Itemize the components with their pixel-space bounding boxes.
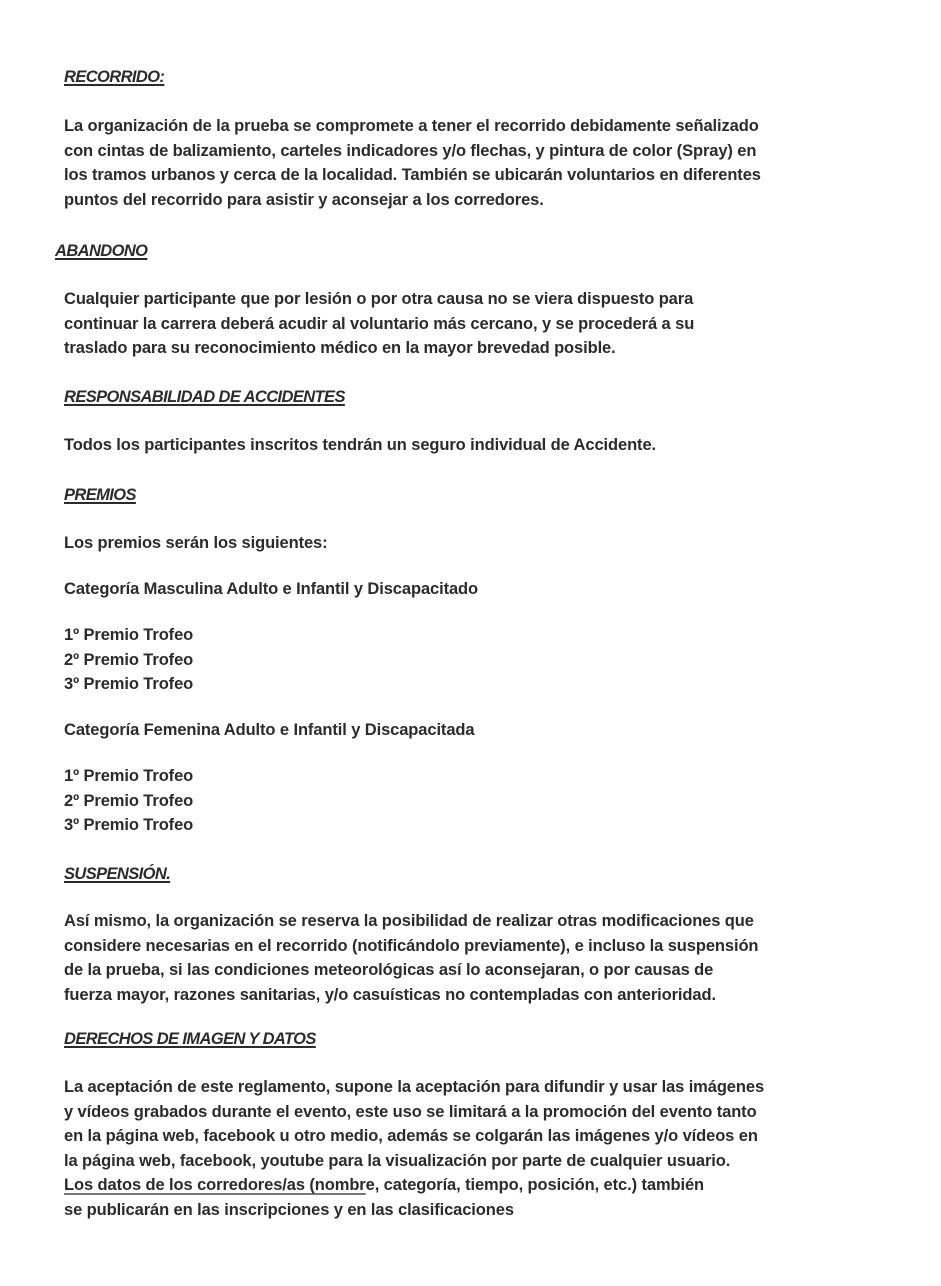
category-title-masculina: Categoría Masculina Adulto e Infantil y Discapacitado (64, 580, 479, 598)
category-title-femenina: Categoría Femenina Adulto e Infantil y Discapacitada (64, 721, 475, 739)
paragraph-derechos (64, 1075, 764, 1222)
text-line: Cualquier participante que por lesión o por otra causa no se viera dispuesto para (64, 290, 694, 308)
heading-abandono: ABANDONO (55, 242, 148, 260)
prize-list-femenina (64, 764, 193, 838)
premios-intro: Los premios serán los siguientes: (64, 534, 328, 552)
text-line: continuar la carrera deberá acudir al voluntario más cercano, y se procederá a su (64, 314, 695, 333)
heading-premios: PREMIOS (64, 486, 136, 504)
text-line: puntos del recorrido para asistir y aconsejar a los corredores. (64, 190, 544, 209)
heading-responsabilidad: RESPONSABILIDAD DE ACCIDENTES (64, 388, 345, 406)
paragraph-suspension (64, 909, 758, 1007)
paragraph-abandono (64, 287, 694, 361)
heading-suspension: SUSPENSIÓN. (64, 865, 171, 883)
text-line: Así mismo, la organización se reserva la posibilidad de realizar otras modificaciones que (64, 912, 754, 930)
text-line: La aceptación de este reglamento, supone la aceptación para difundir y usar las imágenes (64, 1078, 765, 1096)
heading-recorrido: RECORRIDO: (64, 68, 165, 86)
prize-item: 2º Premio Trofeo (64, 791, 194, 810)
prize-item: 2º Premio Trofeo (64, 650, 194, 669)
text-line: La organización de la prueba se compromete a tener el recorrido debidamente señalizado (64, 117, 759, 135)
text-line: los tramos urbanos y cerca de la localidad. También se ubicarán voluntarios en diferentes (64, 166, 761, 184)
paragraph-recorrido (64, 114, 761, 212)
prize-item: 3º Premio Trofeo (64, 816, 194, 834)
text-line: considere necesarias en el recorrido (notificándolo previamente), e incluso la suspensión (64, 936, 759, 955)
text-line: la página web, facebook, youtube para la visualización por parte de cualquier usuario. (64, 1151, 731, 1170)
prize-item: 1º Premio Trofeo (64, 767, 194, 785)
text-line: de la prueba, si las condiciones meteorológicas así lo aconsejaran, o por causas de (64, 961, 714, 979)
text-line (64, 1173, 764, 1198)
prize-list-masculina (64, 623, 193, 697)
heading-derechos: DERECHOS DE IMAGEN Y DATOS (64, 1030, 316, 1048)
text-line: traslado para su reconocimiento médico en la mayor brevedad posible. (64, 339, 616, 357)
text-line: y vídeos grabados durante el evento, este uso se limitará a la promoción del evento tanto (64, 1102, 757, 1121)
text-line: con cintas de balizamiento, carteles indicadores y/o flechas, y pintura de color (Spray) en (64, 141, 757, 160)
text-line: fuerza mayor, razones sanitarias, y/o casuísticas no contempladas con anterioridad. (64, 985, 716, 1004)
text-line: Todos los participantes inscritos tendrán un seguro individual de Accidente. (64, 436, 657, 454)
underlined-text: Los datos de los corredores/as (nombr (64, 1176, 366, 1194)
prize-item: 1º Premio Trofeo (64, 626, 194, 644)
paragraph-responsabilidad (64, 433, 656, 458)
text-line: se publicarán en las inscripciones y en las clasificaciones (64, 1200, 514, 1219)
text-continuation: e, categoría, tiempo, posición, etc.) también (365, 1176, 705, 1194)
prize-item: 3º Premio Trofeo (64, 675, 194, 693)
text-line: en la página web, facebook u otro medio, además se colgarán las imágenes y/o vídeos en (64, 1127, 758, 1145)
